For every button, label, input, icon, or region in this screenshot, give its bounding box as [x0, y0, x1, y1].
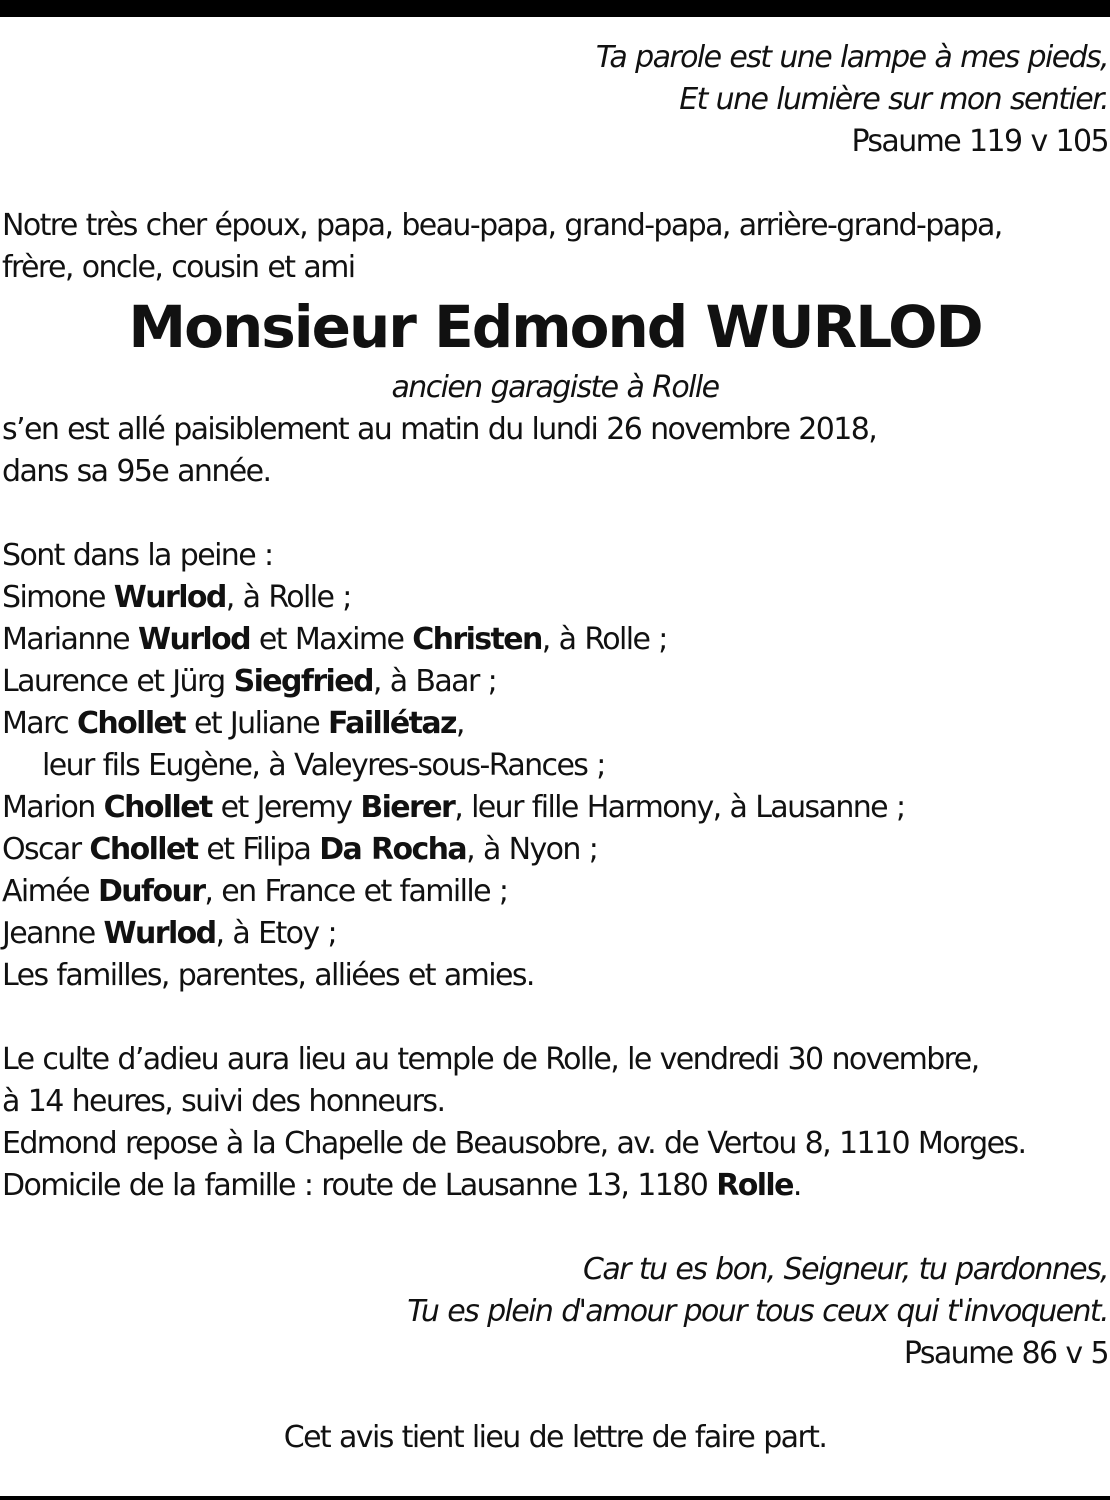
mourner-line	[2, 619, 1108, 661]
surname: Rolle	[716, 1168, 793, 1203]
surname: Dufour	[97, 874, 205, 909]
surname: Siegfried	[233, 664, 373, 699]
text-segment: ,	[455, 706, 464, 741]
text-segment: Les familles, parentes, alliées et amies.	[2, 958, 534, 993]
text-segment: , à Etoy ;	[215, 916, 336, 951]
surname: Wurlod	[137, 622, 250, 657]
verse-top-line-1: Ta parole est une lampe à mes pieds,	[595, 40, 1108, 75]
mourner-line	[2, 787, 1108, 829]
text-segment: Domicile de la famille : route de Lausanne 13, 1180	[2, 1168, 717, 1203]
service-information	[2, 1039, 1108, 1207]
service-line	[2, 1039, 1108, 1081]
text-segment: Oscar	[2, 832, 90, 867]
mourner-line	[2, 661, 1108, 703]
deceased-name: Monsieur Edmond WURLOD	[128, 293, 982, 361]
intro-line-1: Notre très cher époux, papa, beau-papa, grand-papa, arrière-grand-papa,	[2, 208, 1002, 243]
text-segment: .	[792, 1168, 801, 1203]
text-segment: , à Baar ;	[372, 664, 497, 699]
surname: Chollet	[76, 706, 186, 741]
mourner-line	[2, 829, 1108, 871]
surname: Faillétaz	[328, 706, 456, 741]
text-segment: leur fils Eugène, à Valeyres-sous-Rances ;	[42, 748, 605, 783]
text-segment: , en France et famille ;	[204, 874, 508, 909]
text-segment: Marion	[2, 790, 104, 825]
verse-bottom-reference: Psaume 86 v 5	[903, 1336, 1108, 1371]
deceased-occupation: ancien garagiste à Rolle	[391, 370, 719, 405]
service-line	[2, 1081, 1108, 1123]
text-segment: et Juliane	[185, 706, 329, 741]
surname: Bierer	[360, 790, 455, 825]
surname: Wurlod	[113, 580, 226, 615]
passing-line-2: dans sa 95e année.	[2, 454, 271, 489]
service-line	[2, 1123, 1108, 1165]
obituary-notice	[0, 17, 1110, 1459]
verse-top-line-2: Et une lumière sur mon sentier.	[679, 82, 1108, 117]
verse-bottom-line-2: Tu es plein d'amour pour tous ceux qui t'invoquent.	[407, 1294, 1108, 1329]
text-segment: à 14 heures, suivi des honneurs.	[2, 1084, 445, 1119]
verse-top-reference: Psaume 119 v 105	[851, 124, 1108, 159]
surname: Da Rocha	[319, 832, 467, 867]
surname: Chollet	[89, 832, 198, 867]
text-segment: Le culte d’adieu aura lieu au temple de Rolle, le vendredi 30 novembre,	[2, 1042, 979, 1077]
intro	[2, 205, 1108, 289]
text-segment: , à Nyon ;	[466, 832, 598, 867]
text-segment: Marianne	[2, 622, 138, 657]
text-segment: , à Rolle ;	[225, 580, 351, 615]
mourners-heading: Sont dans la peine :	[2, 538, 273, 573]
text-segment: Laurence et Jürg	[2, 664, 234, 699]
text-segment: Jeanne	[2, 916, 104, 951]
mourner-line	[2, 913, 1108, 955]
mourner-line	[2, 955, 1108, 997]
bottom-rule	[0, 1496, 1110, 1500]
mourner-line	[2, 703, 1108, 745]
passing-line-1: s’en est allé paisiblement au matin du lundi 26 novembre 2018,	[2, 412, 877, 447]
text-segment: et Jeremy	[211, 790, 361, 825]
surname: Chollet	[103, 790, 212, 825]
text-segment: Aimée	[2, 874, 98, 909]
footer-note: Cet avis tient lieu de lettre de faire part.	[283, 1420, 827, 1455]
mourners-list	[2, 535, 1108, 997]
text-segment: Simone	[2, 580, 114, 615]
text-segment: et Maxime	[249, 622, 413, 657]
passing-statement	[2, 409, 1108, 493]
verse-bottom-line-1: Car tu es bon, Seigneur, tu pardonnes,	[583, 1252, 1108, 1287]
verse-bottom	[2, 1249, 1108, 1375]
verse-top	[2, 37, 1108, 163]
mourners-lines	[2, 577, 1108, 997]
service-line	[2, 1165, 1108, 1207]
mourner-line	[2, 577, 1108, 619]
text-segment: et Filipa	[197, 832, 320, 867]
text-segment: , leur fille Harmony, à Lausanne ;	[454, 790, 905, 825]
text-segment: Marc	[2, 706, 77, 741]
text-segment: , à Rolle ;	[541, 622, 667, 657]
mourner-line	[2, 871, 1108, 913]
surname: Wurlod	[103, 916, 216, 951]
intro-line-2: frère, oncle, cousin et ami	[2, 250, 355, 285]
text-segment: Edmond repose à la Chapelle de Beausobre, av. de Vertou 8, 1110 Morges.	[2, 1126, 1026, 1161]
mourner-line	[2, 745, 1108, 787]
surname: Christen	[412, 622, 542, 657]
top-rule	[0, 0, 1110, 17]
